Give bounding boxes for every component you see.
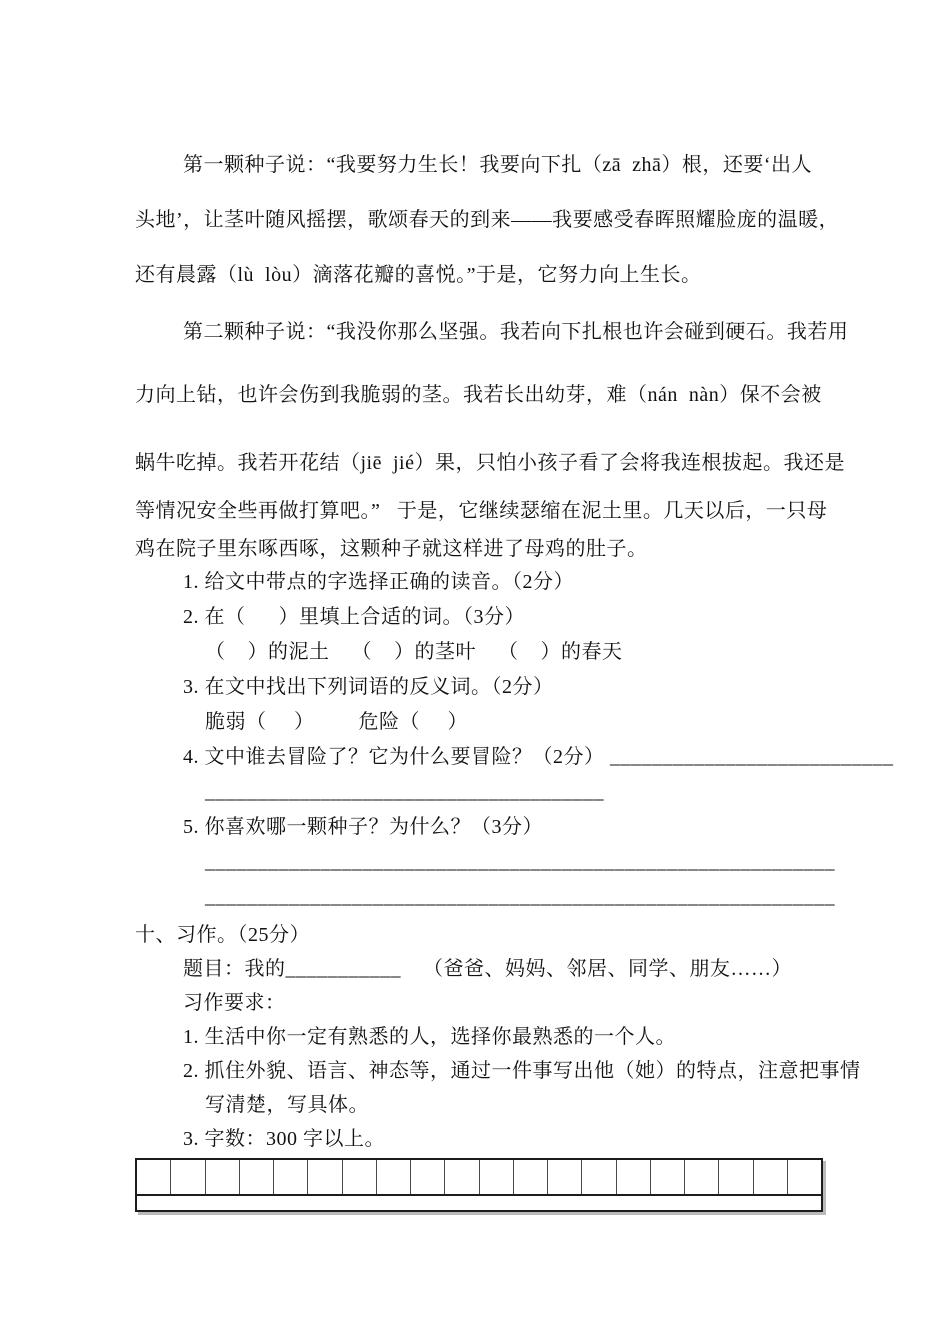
text-line: 习作要求：: [183, 992, 286, 1014]
text-line: 3. 在文中找出下列词语的反义词。（2分）: [183, 676, 554, 698]
text-line: 4. 文中谁去冒险了？它为什么要冒险？（2分） ___________________________: [183, 746, 894, 768]
grid-cell: [548, 1160, 582, 1194]
writing-grid: [135, 1158, 823, 1212]
text-line: 写清楚，写具体。: [205, 1094, 369, 1116]
grid-cell: [137, 1160, 171, 1194]
grid-cell: [685, 1160, 719, 1194]
grid-cell: [788, 1160, 821, 1194]
text-line: 第二颗种子说：“我没你那么坚强。我若向下扎根也许会碰到硬石。我若用: [183, 321, 849, 343]
grid-cell: [582, 1160, 616, 1194]
text-line: 1. 生活中你一定有熟悉的人，选择你最熟悉的一个人。: [183, 1026, 676, 1048]
grid-cell: [617, 1160, 651, 1194]
grid-cell: [206, 1160, 240, 1194]
grid-cell: [377, 1160, 411, 1194]
grid-cell: [343, 1160, 377, 1194]
text-line: 十、习作。（25分）: [135, 924, 310, 946]
grid-cell: [308, 1160, 342, 1194]
text-line: 蜗牛吃掉。我若开花结（jiē jié）果，只怕小孩子看了会将我连根拔起。我还是: [135, 452, 845, 474]
grid-cell: [445, 1160, 479, 1194]
text-line: ______________________________________: [205, 781, 604, 803]
text-line: ____________________________________________________________: [205, 851, 835, 873]
reading-questions: [135, 565, 894, 915]
writing-grid-strip: [135, 1196, 823, 1212]
grid-cell: [480, 1160, 514, 1194]
reading-passage-paragraph-2: [135, 308, 850, 573]
grid-cell: [411, 1160, 445, 1194]
text-line: （ ）的泥土 （ ）的茎叶 （ ）的春天: [205, 641, 623, 663]
text-line: 鸡在院子里东啄西啄，这颗种子就这样进了母鸡的肚子。: [135, 538, 648, 560]
page-content: [135, 138, 894, 1212]
text-line: 2. 抓住外貌、语言、神态等，通过一件事写出他（她）的特点，注意把事情: [183, 1060, 861, 1082]
text-line: 力向上钻，也许会伤到我脆弱的茎。我若长出幼芽，难（nán nàn）保不会被: [135, 384, 822, 406]
grid-cell: [274, 1160, 308, 1194]
text-line: 1. 给文中带点的字选择正确的读音。（2分）: [183, 571, 574, 593]
text-line: 还有晨露（lù lòu）滴落花瓣的喜悦。”于是，它努力向上生长。: [135, 264, 702, 286]
composition-section: [135, 918, 861, 1156]
text-line: 第一颗种子说：“我要努力生长！我要向下扎（zā zhā）根，还要‘出人: [183, 154, 813, 176]
grid-cell: [719, 1160, 753, 1194]
text-line: 头地’，让茎叶随风摇摆，歌颂春天的到来——我要感受春晖照耀脸庞的温暖，: [135, 209, 840, 231]
text-line: 等情况安全些再做打算吧。” 于是，它继续瑟缩在泥土里。几天以后，一只母: [135, 500, 828, 522]
text-line: 题目：我的___________ （爸爸、妈妈、邻居、同学、朋友……）: [183, 958, 792, 980]
text-line: ____________________________________________________________: [205, 886, 835, 908]
reading-passage-paragraph-1: [135, 138, 850, 303]
grid-cell: [171, 1160, 205, 1194]
writing-grid-row: [135, 1158, 823, 1196]
text-line: 3. 字数：300 字以上。: [183, 1128, 385, 1150]
grid-cell: [651, 1160, 685, 1194]
text-line: 2. 在（ ）里填上合适的词。（3分）: [183, 606, 525, 628]
grid-cell: [754, 1160, 788, 1194]
text-line: 脆弱（ ） 危险（ ）: [205, 711, 468, 733]
grid-cell: [514, 1160, 548, 1194]
text-line: 5. 你喜欢哪一颗种子？为什么？（3分）: [183, 816, 543, 838]
grid-cell: [240, 1160, 274, 1194]
